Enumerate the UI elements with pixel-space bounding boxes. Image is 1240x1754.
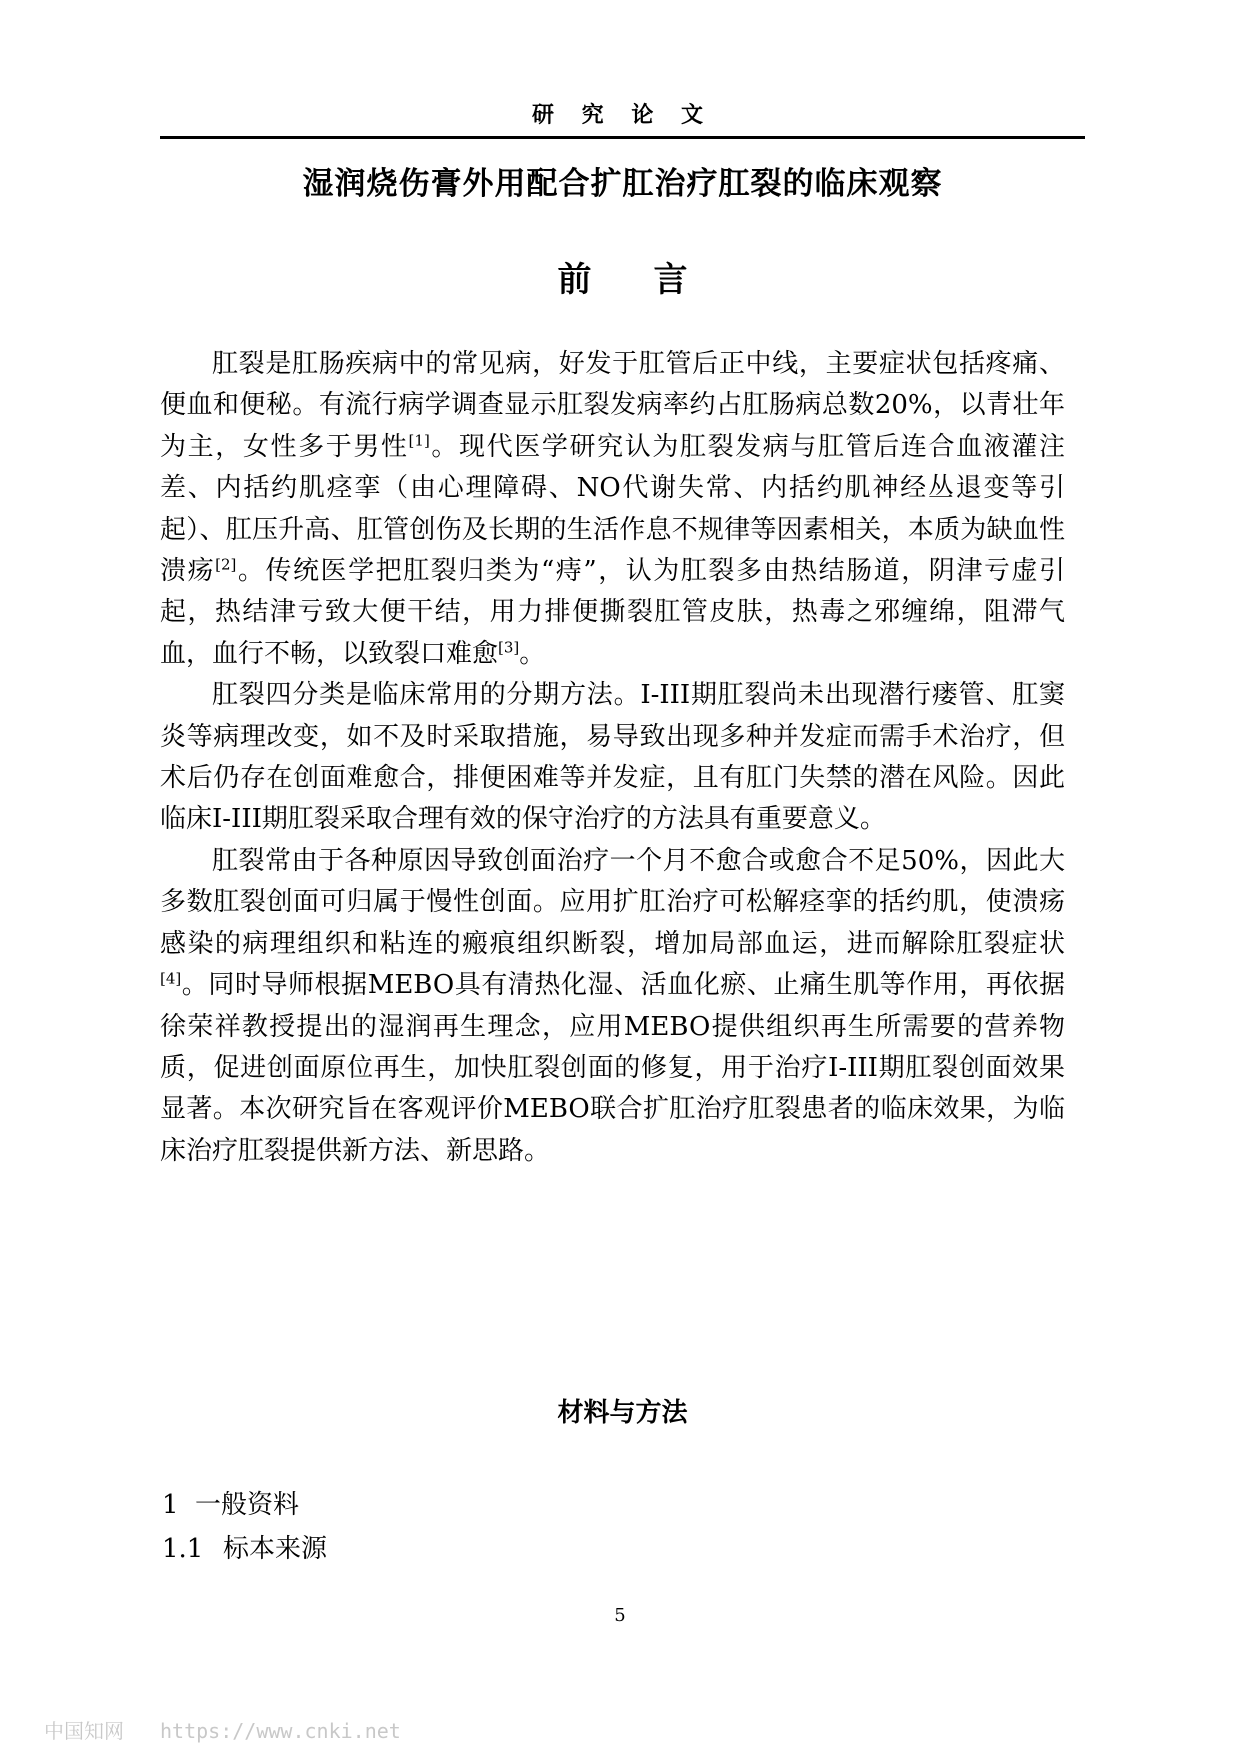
preface-paragraph-2: 肛裂四分类是临床常用的分期方法。I-III期肛裂尚未出现潜行瘘管、肛窦炎等病理改变，如不及时采取措施，易导致出现多种并发症而需手术治疗，但术后仍存在创面难愈合，排便困难等并发症，且有肛门失禁的潜在风险。因此临床I-III期肛裂采取合理有效的保守治疗的方法具有重要意义。 [160,680,1065,835]
paragraph-text: 。 [519,638,546,669]
running-header: 研 究 论 文 [532,103,713,128]
header-rule [160,136,1085,139]
outline-label: 标本来源 [223,1534,328,1564]
cnki-watermark [44,1715,401,1744]
paragraph-text: 。传统医学把肛裂归类为“痔”，认为肛裂多由热结肠道，阴津亏虚引起，热结津亏致大便干结，用力排便撕裂肛管皮肤，热毒之邪缠绵，阻滞气血，血行不畅，以致裂口难愈 [160,556,1065,669]
outline-number: 1 [162,1490,179,1520]
paragraph-text: 。现代医学研究认为肛裂发病与肛管后连合血液灌注差、内括约肌痉挛（由心理障碍、NO代谢失常、内括约肌神经丛退变等引起）、肛压升高、肛管创伤及长期的生活作息不规律等因素相关，本质为缺血性溃疡 [160,431,1065,587]
citation-ref: [1] [408,431,430,450]
preface-heading-right: 言 [653,260,688,300]
preface-paragraph-3 [160,841,1065,1172]
methods-heading: 材料与方法 [557,1398,688,1428]
preface-heading [160,252,1085,301]
preface-heading-left: 前 [557,260,592,300]
citation-ref: [3] [498,638,520,657]
paragraph-text: 肛裂是肛肠疾病中的常见病，好发于肛管后正中线，主要症状包括疼痛、便血和便秘。有流行病学调查显示肛裂发病率约占肛肠病总数20%，以青壮年为主，女性多于男性 [160,349,1065,462]
paragraph-text: 。同时导师根据MEBO具有清热化湿、活血化瘀、止痛生肌等作用，再依据徐荣祥教授提出的湿润再生理念，应用MEBO提供组织再生所需要的营养物质，促进创面原位再生，加快肛裂创面的修复，用于治疗I-III期肛裂创面效果显著。本次研究旨在客观评价MEBO联合扩肛治疗肛裂患者的临床效果，为临床治疗肛裂提供新方法、新思路。 [160,970,1065,1166]
outline-item-1-1 [162,1528,327,1565]
watermark-url: https://www.cnki.net [160,1719,401,1743]
citation-ref: [4] [160,969,182,988]
preface-body [160,344,1065,1172]
preface-paragraph-1 [160,344,1065,675]
citation-ref: [2] [215,555,237,574]
watermark-site-name: 中国知网 [44,1719,124,1743]
paper-title: 湿润烧伤膏外用配合扩肛治疗肛裂的临床观察 [302,166,943,202]
paragraph-text: 肛裂常由于各种原因导致创面治疗一个月不愈合或愈合不足50%，因此大多数肛裂创面可归属于慢性创面。应用扩肛治疗可松解痉挛的括约肌，使溃疡感染的病理组织和粘连的瘢痕组织断裂，增加局部血运，进而解除肛裂症状 [160,845,1065,959]
outline-item-1 [162,1484,299,1521]
page-number: 5 [614,1605,626,1626]
outline-label: 一般资料 [195,1490,300,1520]
outline-number: 1.1 [162,1534,204,1564]
